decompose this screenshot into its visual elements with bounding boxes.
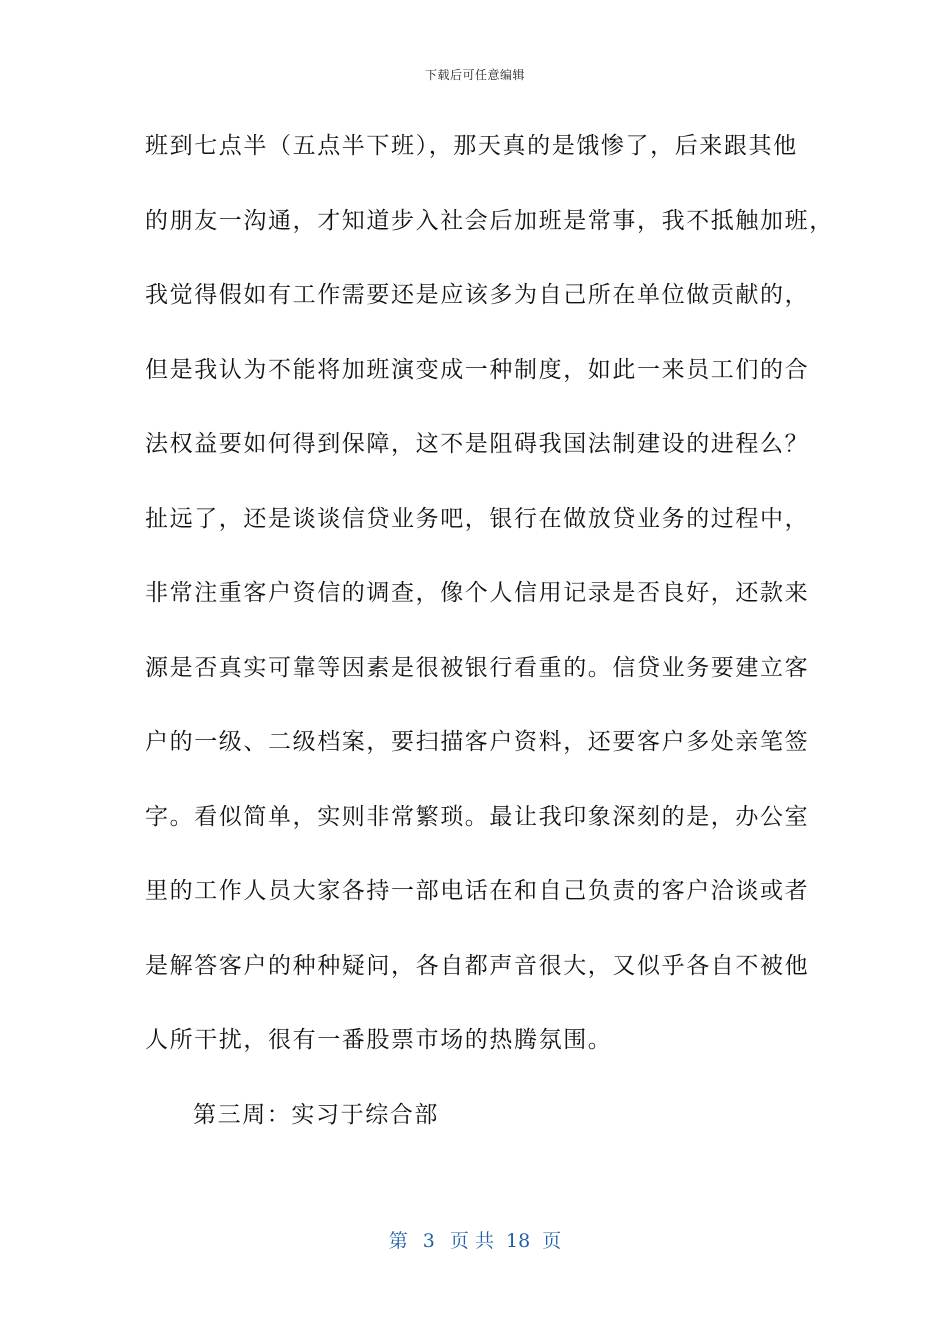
header-text: 下载后可任意编辑 <box>424 68 525 82</box>
paragraph-line: 我觉得假如有工作需要还是应该多为自己所在单位做贡献的， <box>145 282 810 308</box>
paragraph-line: 户的一级、二级档案，要扫描客户资料，还要客户多处亲笔签 <box>145 729 810 755</box>
section-heading: 第三周：实习于综合部 <box>193 1101 439 1128</box>
paragraph-line: 法权益要如何得到保障，这不是阻碍我国法制建设的进程么？ <box>145 431 810 457</box>
paragraph-line: 人所干扰，很有一番股票市场的热腾氛围。 <box>145 1027 613 1053</box>
page-header <box>0 66 950 83</box>
paragraph-line: 扯远了，还是谈谈信贷业务吧，银行在做放贷业务的过程中， <box>145 505 810 532</box>
paragraph-line: 的朋友一沟通，才知道步入社会后加班是常事，我不抵触加班， <box>145 207 834 234</box>
paragraph-line: 里的工作人员大家各持一部电话在和自己负责的客户洽谈或者 <box>145 878 810 904</box>
paragraph-line: 字。看似简单，实则非常繁琐。最让我印象深刻的是，办公室 <box>145 803 810 830</box>
paragraph-line: 源是否真实可靠等因素是很被银行看重的。信贷业务要建立客 <box>145 654 810 681</box>
total-page-count: 18 <box>506 1230 531 1252</box>
paragraph-line: 但是我认为不能将加班演变成一种制度，如此一来员工们的合 <box>145 356 810 383</box>
document-body <box>145 122 834 1165</box>
footer-middle: 页 共 <box>449 1230 494 1252</box>
footer-suffix: 页 <box>542 1230 562 1252</box>
paragraph-line: 非常注重客户资信的调查，像个人信用记录是否良好，还款来 <box>145 580 810 606</box>
footer-prefix: 第 <box>388 1230 408 1252</box>
current-page-number: 3 <box>422 1230 435 1252</box>
paragraph-line: 班到七点半（五点半下班），那天真的是饿惨了，后来跟其他 <box>145 133 798 159</box>
paragraph-line: 是解答客户的种种疑问，各自都声音很大，又似乎各自不被他 <box>145 952 810 979</box>
page-footer <box>0 1226 950 1253</box>
